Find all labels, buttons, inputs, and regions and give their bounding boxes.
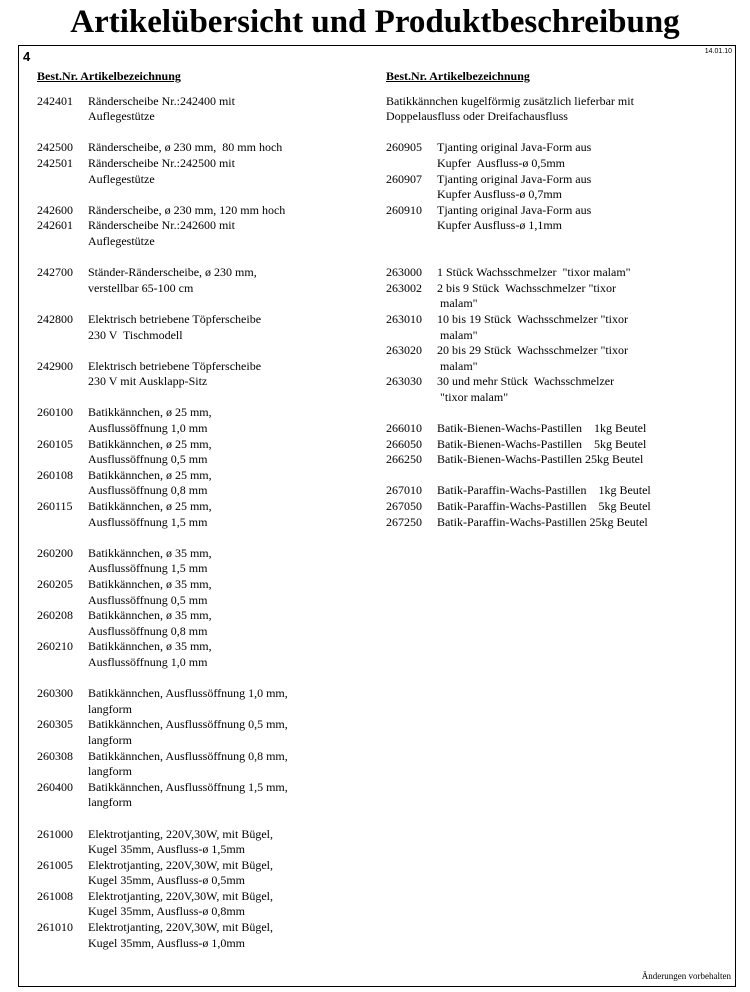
- article-number: 260208: [37, 608, 73, 623]
- article-entry: [37, 717, 357, 748]
- description-line: Elektrisch betriebene Töpferscheibe: [88, 311, 262, 326]
- article-group: [37, 265, 357, 296]
- description-line: 2 bis 9 Stück Wachsschmelzer "tixor: [437, 280, 617, 295]
- article-description: [88, 312, 357, 343]
- article-number: 260115: [37, 499, 73, 514]
- article-entry: [386, 343, 731, 374]
- description-line: Batikkännchen, ø 35 mm,: [88, 639, 212, 654]
- description-line: langform: [88, 701, 132, 716]
- article-description: [88, 577, 357, 608]
- footer-note: Änderungen vorbehalten: [641, 971, 731, 981]
- article-number: 263020: [386, 343, 422, 358]
- description-line: Ränderscheibe Nr.:242600 mit: [88, 218, 235, 233]
- description-line: Ausflussöffnung 0,5 mm: [88, 592, 208, 607]
- description-line: malam": [437, 327, 478, 342]
- article-number: 266010: [386, 421, 422, 436]
- description-line: malam": [437, 296, 478, 311]
- date-stamp: 14.01.10: [704, 48, 732, 55]
- article-number: 267250: [386, 514, 422, 529]
- description-line: 10 bis 19 Stück Wachsschmelzer "tixor: [437, 311, 629, 326]
- description-line: Batikkännchen, Ausflussöffnung 0,8 mm,: [88, 748, 288, 763]
- description-line: Batikkännchen, Ausflussöffnung 0,5 mm,: [88, 717, 288, 732]
- article-number: 261008: [37, 888, 73, 903]
- description-line: Kupfer Ausfluss-ø 0,5mm: [437, 155, 565, 170]
- description-line: Kugel 35mm, Ausfluss-ø 0,5mm: [88, 873, 246, 888]
- article-description: [88, 686, 357, 717]
- description-line: Tjanting original Java-Form aus: [437, 140, 592, 155]
- article-number: 242501: [37, 155, 73, 170]
- article-number: 242600: [37, 202, 73, 217]
- article-description: [88, 858, 357, 889]
- article-group: [37, 359, 357, 390]
- description-line: Batik-Paraffin-Wachs-Pastillen 25kg Beutel: [437, 514, 648, 529]
- description-line: malam": [437, 358, 478, 373]
- content-frame: [18, 45, 736, 987]
- description-line: Auflegestütze: [88, 171, 155, 186]
- article-entry: [37, 140, 357, 156]
- description-line: Ränderscheibe, ø 230 mm, 120 mm hoch: [88, 202, 286, 217]
- description-line: 20 bis 29 Stück Wachsschmelzer "tixor: [437, 343, 629, 358]
- article-number: 260400: [37, 779, 73, 794]
- description-line: Batikkännchen, ø 35 mm,: [88, 545, 212, 560]
- description-line: Auflegestütze: [88, 233, 155, 248]
- article-number: 261000: [37, 826, 73, 841]
- article-entry: [386, 499, 731, 515]
- description-line: Batik-Paraffin-Wachs-Pastillen 1kg Beutel: [437, 483, 651, 498]
- description-line: Ausflussöffnung 1,0 mm: [88, 421, 208, 436]
- note-line: Doppelausfluss oder Dreifachausfluss: [386, 109, 568, 124]
- description-line: Ausflussöffnung 1,0 mm: [88, 654, 208, 669]
- article-description: [437, 312, 731, 343]
- left-article-list: [37, 94, 357, 952]
- left-column: [37, 69, 357, 951]
- article-group: [386, 483, 731, 530]
- article-number: 263010: [386, 311, 422, 326]
- article-description: [437, 421, 731, 437]
- article-entry: [386, 452, 731, 468]
- article-number: 260905: [386, 140, 422, 155]
- article-group: [37, 546, 357, 671]
- article-description: [88, 639, 357, 670]
- article-entry: [37, 749, 357, 780]
- article-description: [437, 452, 731, 468]
- article-description: [437, 203, 731, 234]
- article-group: [386, 421, 731, 468]
- article-description: [88, 889, 357, 920]
- kaennchen-note: [386, 94, 731, 125]
- page-title: Artikelübersicht und Produktbeschreibung: [70, 4, 680, 40]
- article-number: 260205: [37, 577, 73, 591]
- article-description: [437, 140, 731, 171]
- description-line: langform: [88, 795, 132, 810]
- description-line: Batik-Bienen-Wachs-Pastillen 25kg Beutel: [437, 452, 644, 467]
- description-line: 230 V Tischmodell: [88, 327, 183, 342]
- description-line: Kugel 35mm, Ausfluss-ø 1,5mm: [88, 842, 246, 857]
- article-number: 260305: [37, 717, 73, 732]
- article-entry: [386, 437, 731, 453]
- article-number: 260105: [37, 436, 73, 451]
- description-line: Ausflussöffnung 0,5 mm: [88, 452, 208, 467]
- article-group: [37, 140, 357, 187]
- article-number: 266250: [386, 452, 422, 467]
- description-line: Batikkännchen, Ausflussöffnung 1,5 mm,: [88, 779, 288, 794]
- article-description: [88, 717, 357, 748]
- article-description: [437, 343, 731, 374]
- article-number: 242700: [37, 265, 73, 280]
- description-line: Ränderscheibe Nr.:242500 mit: [88, 155, 235, 170]
- article-number: 260200: [37, 545, 73, 560]
- article-description: [88, 749, 357, 780]
- article-entry: [37, 405, 357, 436]
- description-line: Ausflussöffnung 1,5 mm: [88, 561, 208, 576]
- article-entry: [37, 437, 357, 468]
- description-line: 230 V mit Ausklapp-Sitz: [88, 374, 208, 389]
- article-entry: [37, 312, 357, 343]
- article-description: [88, 140, 357, 156]
- article-entry: [37, 94, 357, 125]
- article-description: [88, 203, 357, 219]
- article-description: [88, 468, 357, 499]
- article-entry: [37, 920, 357, 951]
- description-line: Auflegestütze: [88, 109, 155, 124]
- article-number: 261010: [37, 920, 73, 935]
- article-entry: [386, 312, 731, 343]
- article-description: [437, 172, 731, 203]
- article-description: [88, 265, 357, 296]
- article-group: [37, 203, 357, 250]
- article-entry: [37, 218, 357, 249]
- article-description: [437, 499, 731, 515]
- description-line: "tixor malam": [437, 389, 509, 404]
- description-line: Batikkännchen, ø 25 mm,: [88, 467, 212, 482]
- article-entry: [37, 639, 357, 670]
- description-line: Batik-Bienen-Wachs-Pastillen 1kg Beutel: [437, 421, 647, 436]
- article-description: [88, 156, 357, 187]
- article-number: 260308: [37, 748, 73, 763]
- article-number: 260910: [386, 202, 422, 217]
- article-description: [437, 265, 731, 281]
- description-line: Batikkännchen, Ausflussöffnung 1,0 mm,: [88, 686, 288, 701]
- article-entry: [37, 780, 357, 811]
- article-group: [37, 405, 357, 530]
- description-line: Batikkännchen, ø 25 mm,: [88, 436, 212, 451]
- article-number: 263002: [386, 280, 422, 295]
- article-entry: [386, 374, 731, 405]
- article-number: 267010: [386, 483, 422, 498]
- article-number: 260300: [37, 686, 73, 701]
- article-description: [88, 920, 357, 951]
- article-description: [88, 94, 357, 125]
- article-group: [386, 265, 731, 405]
- article-description: [88, 546, 357, 577]
- article-entry: [37, 468, 357, 499]
- article-description: [88, 218, 357, 249]
- description-line: Batikkännchen, ø 35 mm,: [88, 577, 212, 591]
- article-entry: [37, 827, 357, 858]
- article-entry: [386, 281, 731, 312]
- article-entry: [386, 421, 731, 437]
- article-number: 267050: [386, 499, 422, 514]
- article-description: [88, 359, 357, 390]
- description-line: 30 und mehr Stück Wachsschmelzer: [437, 374, 615, 389]
- description-line: Ausflussöffnung 0,8 mm: [88, 483, 208, 498]
- article-number: 260907: [386, 171, 422, 186]
- description-line: verstellbar 65-100 cm: [88, 280, 194, 295]
- description-line: Elektrotjanting, 220V,30W, mit Bügel,: [88, 857, 273, 872]
- page-number: 4: [23, 49, 31, 64]
- article-number: 263000: [386, 265, 422, 280]
- article-entry: [386, 515, 731, 531]
- article-entry: [386, 265, 731, 281]
- description-line: Batikkännchen, ø 35 mm,: [88, 608, 212, 623]
- article-entry: [386, 172, 731, 203]
- article-description: [437, 483, 731, 499]
- article-number: 242800: [37, 311, 73, 326]
- article-description: [88, 499, 357, 530]
- article-description: [88, 437, 357, 468]
- article-entry: [37, 608, 357, 639]
- article-number: 263030: [386, 374, 422, 389]
- article-description: [437, 281, 731, 312]
- description-line: Tjanting original Java-Form aus: [437, 171, 592, 186]
- description-line: Kupfer Ausfluss-ø 1,1mm: [437, 218, 562, 233]
- description-line: Batik-Paraffin-Wachs-Pastillen 5kg Beutel: [437, 499, 651, 514]
- description-line: Batik-Bienen-Wachs-Pastillen 5kg Beutel: [437, 436, 647, 451]
- description-line: langform: [88, 732, 132, 747]
- article-number: 260108: [37, 467, 73, 482]
- article-number: 242601: [37, 218, 73, 233]
- article-number: 242500: [37, 140, 73, 155]
- right-article-list: [386, 140, 731, 530]
- description-line: Kupfer Ausfluss-ø 0,7mm: [437, 187, 562, 202]
- article-description: [437, 374, 731, 405]
- description-line: Ausflussöffnung 1,5 mm: [88, 514, 208, 529]
- article-description: [88, 608, 357, 639]
- description-line: Kugel 35mm, Ausfluss-ø 1,0mm: [88, 935, 246, 950]
- article-entry: [37, 359, 357, 390]
- note-line: Batikkännchen kugelförmig zusätzlich lieferbar mit: [386, 93, 634, 108]
- article-group: [37, 827, 357, 952]
- article-entry: [37, 265, 357, 296]
- article-entry: [386, 203, 731, 234]
- description-line: Batikkännchen, ø 25 mm,: [88, 499, 212, 514]
- article-number: 261005: [37, 857, 73, 872]
- article-entry: [37, 203, 357, 219]
- description-line: Ränderscheibe Nr.:242400 mit: [88, 93, 235, 108]
- description-line: Ständer-Ränderscheibe, ø 230 mm,: [88, 265, 257, 280]
- column-header-left: Best.Nr. Artikelbezeichnung: [37, 69, 181, 83]
- description-line: Elektrisch betriebene Töpferscheibe: [88, 358, 262, 373]
- description-line: Tjanting original Java-Form aus: [437, 202, 592, 217]
- article-group: [37, 686, 357, 811]
- description-line: Elektrotjanting, 220V,30W, mit Bügel,: [88, 826, 273, 841]
- right-column: [386, 69, 731, 530]
- article-description: [88, 827, 357, 858]
- article-group: [386, 140, 731, 234]
- article-description: [437, 515, 731, 531]
- article-entry: [37, 546, 357, 577]
- description-line: Kugel 35mm, Ausfluss-ø 0,8mm: [88, 904, 246, 919]
- description-line: Batikkännchen, ø 25 mm,: [88, 405, 212, 420]
- article-entry: [37, 156, 357, 187]
- article-description: [88, 780, 357, 811]
- description-line: Ausflussöffnung 0,8 mm: [88, 623, 208, 638]
- description-line: Ränderscheibe, ø 230 mm, 80 mm hoch: [88, 140, 283, 155]
- article-number: 260100: [37, 405, 73, 420]
- article-number: 266050: [386, 436, 422, 451]
- column-header-right: Best.Nr. Artikelbezeichnung: [386, 69, 530, 83]
- article-entry: [37, 577, 357, 608]
- description-line: Elektrotjanting, 220V,30W, mit Bügel,: [88, 920, 273, 935]
- description-line: 1 Stück Wachsschmelzer "tixor malam": [437, 265, 631, 280]
- article-entry: [37, 858, 357, 889]
- description-line: langform: [88, 764, 132, 779]
- article-entry: [37, 499, 357, 530]
- article-entry: [386, 483, 731, 499]
- article-number: 242401: [37, 93, 73, 108]
- article-entry: [37, 889, 357, 920]
- article-description: [437, 437, 731, 453]
- article-number: 242900: [37, 358, 73, 373]
- article-group: [37, 94, 357, 125]
- article-number: 260210: [37, 639, 73, 654]
- article-group: [37, 312, 357, 343]
- article-entry: [386, 140, 731, 171]
- article-entry: [37, 686, 357, 717]
- description-line: Elektrotjanting, 220V,30W, mit Bügel,: [88, 888, 273, 903]
- article-description: [88, 405, 357, 436]
